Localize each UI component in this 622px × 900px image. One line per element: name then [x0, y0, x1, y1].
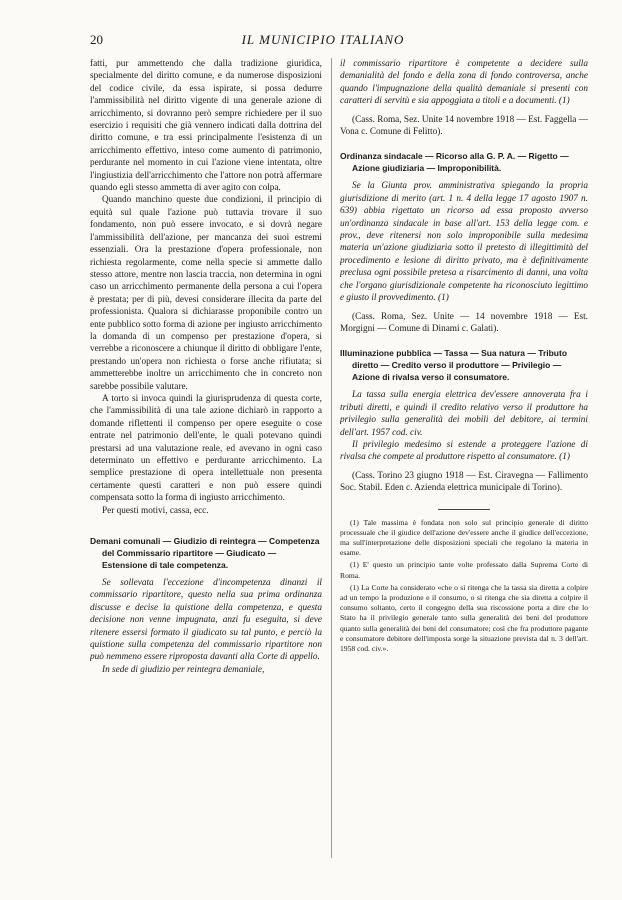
paragraph: Per questi motivi, cassa, ecc.	[102, 505, 209, 516]
citation: (Cass. Torino 23 giugno 1918 — Est. Ciravegna — Fallimento Soc. Stabil. Eden c. Azienda elettrica municipale di Torino).	[340, 470, 588, 494]
maxim-paragraph: In sede di giudizio per reintegra demaniale,	[102, 664, 265, 675]
maxim-paragraph: il commissario ripartitore è competente a decidere sulla demanialità del fondo e della zona di fondo controversa, anche quando l'impugnazione della qualità demaniale si presenti con caratteri di servitù e sia appoggiata a titoli e a documenti. (1)	[340, 59, 588, 107]
footnote-rule	[438, 509, 490, 510]
maxim-paragraph: Il privilegio medesimo si estende a proteggere l'azione di rivalsa che compete al produttore rispetto al consumatore. (1)	[340, 439, 588, 463]
footnote: (1) E' questo un principio tante volte professato dalla Suprema Corte di Roma.	[340, 560, 588, 580]
citation: (Cass. Roma, Sez. Unite 14 novembre 1918 — Est. Faggella — Vona c. Comune di Felitto).	[340, 114, 588, 138]
section-heading: Illuminazione pubblica — Tassa — Sua natura — Tributo diretto — Credito verso il produttore — Privilegio — Azione di rivalsa verso il consumatore.	[340, 348, 568, 383]
page-header	[90, 32, 556, 48]
paragraph: fatti, pur ammettendo che dalla tradizione giuridica, specialmente del diritto comune, e da numerose disposizioni del codice civile, da essa ispirate, si possa dedurre l'ammissibilità nel diritto vigente di una generale azione di arricchimento, si dovranno però sempre richiedere per il suo esercizio i requisiti che già vennero indicati dalla dottrina del diritto comune, e tra essi principalmente l'esistenza di un arricchimento effettivo, inteso come aumento di patrimonio, perdurante nel momento in cui l'azione viene intentata, oltre l'ingiustizia dell'arricchimento che l'attore non potrà affermare quando egli stesso ammetta di aver agito con colpa.	[90, 59, 322, 194]
left-column	[90, 58, 322, 858]
column-divider	[331, 58, 332, 858]
section-heading: Demani comunali — Giudizio di reintegra — Competenza del Commissario ripartitore — Giudicato — Estensione di tale competenza.	[90, 536, 320, 571]
paragraph: Quando manchino queste due condizioni, il principio di equità sul quale l'azione può tuttavia trovare il suo fondamento, non può essere invocato, e si dovrà negare l'ammissibilità dell'azione, per mancanza dei suoi estremi essenziali. Ora la prestazione d'opera professionale, non richiesta regolarmente, come nella specie si ammette dallo stesso attore, mentre non lascia traccia, non determina in ogni caso un arricchimento permanente della persona a cui l'opera è prestata; per di più, devesi considerare illecita da parte del professionista. Qualora si dichiarasse proponibile contro un ente pubblico sotto forma di azione per ingiusto arricchimento la domanda di un compenso per prestazione d'opera, si verrebbe a riconoscere a chiunque il diritto di obbligare l'ente, prestando un'opera non richiesta o forse anche rifiutata; si ammetterebbe inoltre un arricchimento che in concreto non sarebbe possibile valutare.	[90, 195, 322, 392]
maxim-paragraph: Se la Giunta prov. amministrativa spiegando la propria giurisdizione di merito (art. 1 n. 4 della legge 17 agosto 1907 n. 639) abbia rigettato un ricorso ad essa proposto avverso un'ordinanza sindacale in base all'art. 153 della legge com. e prov., deve ritenersi non solo improponibile sulla medesima materia un'azione giudiziaria sotto il pretesto di illegittimità del procedimento e lesione di diritto privato, ma è definitivamente preclusa ogni possibile pretesa a risarcimento di danni, una volta che l'organo giurisdizionale competente ha riconosciuto legittimo e giusto il provvedimento. (1)	[340, 181, 588, 304]
maxim-paragraph: Se sollevata l'eccezione d'incompetenza dinanzi il commissario ripartitore, questo nella sua prima ordinanza discusse e decise la quistione della competenza, e questa decisione non venne impugnata, anzi fu eseguita, si deve ritenere essersi formato il giudicato su tal punto, e perciò la quistione sulla competenza del commissario ripartitore non può nemmeno essere riproposta davanti alla Corte di appello.	[90, 578, 322, 663]
page-number: 20	[90, 32, 103, 47]
footnote: (1) La Corte ha considerato «che o si ritenga che la tassa sia diretta a colpire ad un tempo la produzione e il consumo, o si ritenga che sia diretta a colpire il consumo soltanto, certo il congegno della sua riscossione porta a dire che lo Stato ha il privilegio generale tanto sulla generalità dei beni del produttore quanto sulla generalità dei beni del consumatore; così che fra produttore pagante e consumatore debitore dell'imposta sorge la situazione prevista dal n. 3 dell'art. 1958 cod. civ.».	[340, 582, 588, 653]
section-heading: Ordinanza sindacale — Ricorso alla G. P. A. — Rigetto — Azione giudiziaria — Improponibilità.	[340, 151, 569, 174]
maxim-paragraph: La tassa sulla energia elettrica dev'essere annoverata fra i tributi diretti, e quindi il credito relativo verso il produttore ha privilegio sulla generalità dei mobili del debitore, ai termini dell'art. 1957 cod. civ.	[340, 390, 588, 438]
paragraph: A torto si invoca quindi la giurisprudenza di questa corte, che l'ammissibilità di una tale azione dichiarò in rapporto a domande riflettenti il compenso per opere eseguite o cose entrate nel patrimonio dell'ente, le quali potevano quindi prestarsi ad una valutazione reale, ed avevano in ogni caso determinato un effettivo e perdurante arricchimento. La semplice prestazione di opera intellettuale non presenta certamente questi caratteri e non può essere quindi compensata sotto la forma di ingiusto arricchimento.	[90, 393, 322, 504]
footnote: (1) Tale massima è fondata non solo sul principio generale di diritto processuale che il giudice dell'azione dev'essere anche il giudice dell'eccezione, ma sull'interpretazione delle disposizioni speciali che regolano la materia in esame.	[340, 517, 588, 558]
citation: (Cass. Roma, Sez. Unite — 14 novembre 1918 — Est. Morgigni — Comune di Dinami c. Galati).	[340, 311, 588, 334]
running-title: IL MUNICIPIO ITALIANO	[241, 32, 405, 47]
right-column	[340, 58, 588, 858]
